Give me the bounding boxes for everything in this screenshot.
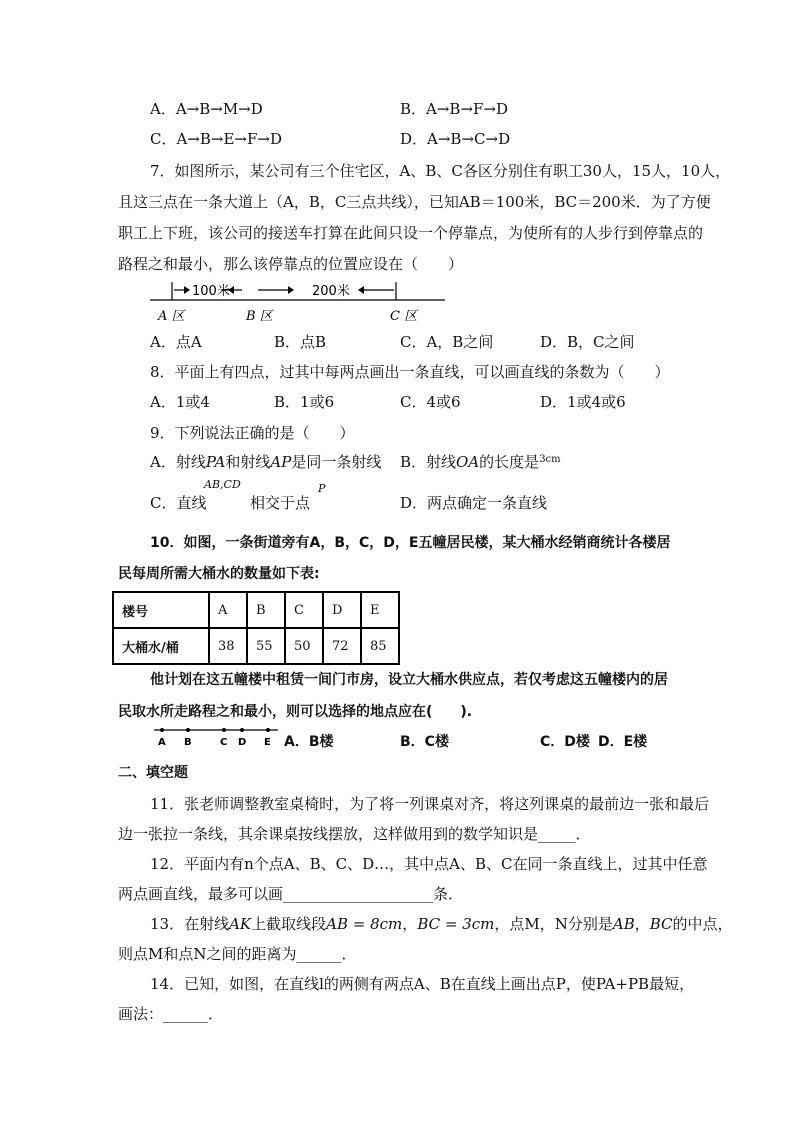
q6-option-a: A．A→B→M→D xyxy=(150,100,263,118)
q12-line-1: 12．平面内有n个点A、B、C、D…，其中点A、B、C在同一条直线上，过其中任意 xyxy=(150,855,708,873)
q7-line-3: 职工上下班，该公司的接送车打算在此间只设一个停靠点，为使所有的人步行到停靠点的 xyxy=(118,224,704,242)
point-a-label: A xyxy=(158,737,166,748)
q6-option-d: D．A→B→C→D xyxy=(400,130,511,148)
q11-line-2: 边一张拉一条线，其余课桌按线摆放，这样做用到的数学知识是_____． xyxy=(118,825,591,843)
q7-line-1: 7．如图所示，某公司有三个住宅区，A、B、C各区分别住有职工30人，15人，10人， xyxy=(150,162,731,180)
q9-option-c-lines: AB,CD xyxy=(204,478,241,491)
q9-option-c-p: P xyxy=(318,482,326,495)
building-cell: B xyxy=(247,592,285,628)
q6-option-b: B．A→B→F→D xyxy=(400,100,509,118)
q10-option-c: C．D楼 xyxy=(540,734,590,750)
q9-option-c-1: C．直线 xyxy=(150,494,207,512)
row-label-building: 楼号 xyxy=(113,592,209,628)
q10-line-3: 他计划在这五幢楼中租赁一间门市房，设立大桶水供应点，若仅考虑这五幢楼内的居 xyxy=(150,672,668,688)
value-cell: 50 xyxy=(285,628,323,664)
value-cell: 55 xyxy=(247,628,285,664)
building-cell: D xyxy=(323,592,361,628)
q7-line-4: 路程之和最小，那么该停靠点的位置应设在（ ） xyxy=(118,255,464,273)
q9-option-b: B．射线OA的长度是$^{3cm}$ xyxy=(400,453,561,471)
section-fill-in-heading: 二、填空题 xyxy=(118,765,188,781)
q8-option-a: A．1或4 xyxy=(150,393,210,411)
building-cell: A xyxy=(209,592,247,628)
q8-stem: 8．平面上有四点，过其中每两点画出一条直线，可以画直线的条数为（ ） xyxy=(150,363,670,381)
point-c-label: C xyxy=(220,737,228,748)
building-cell: C xyxy=(285,592,323,628)
q10-line-2: 民每周所需大桶水的数量如下表: xyxy=(118,566,320,582)
point-d-label: D xyxy=(238,737,247,748)
value-cell: 38 xyxy=(209,628,247,664)
q7-option-a: A．点A xyxy=(150,333,202,351)
q13-line-1: 13．在射线AK上截取线段AB = 8cm，BC = 3cm，点M，N分别是AB，BC的中点， xyxy=(150,915,733,933)
q8-option-b: B．1或6 xyxy=(274,393,335,411)
row-label-water: 大桶水/桶 xyxy=(113,628,209,664)
q7-option-b: B．点B xyxy=(274,333,327,351)
zone-a-label: A 区 xyxy=(158,309,185,324)
q10-line-4: 民取水所走路程之和最小，则可以选择的地点应在( ). xyxy=(118,704,473,720)
q8-option-d: D．1或4或6 xyxy=(540,393,626,411)
q13-line-2: 则点M和点N之间的距离为______． xyxy=(118,945,357,963)
value-cell: 85 xyxy=(361,628,399,664)
q10-option-b: B．C楼 xyxy=(400,734,449,750)
value-cell: 72 xyxy=(323,628,361,664)
q9-option-d: D．两点确定一条直线 xyxy=(400,494,548,512)
zone-b-label: B 区 xyxy=(246,309,273,324)
q9-stem: 9．下列说法正确的是（ ） xyxy=(150,424,355,442)
q7-option-d: D．B，C之间 xyxy=(540,333,635,351)
table-row-buildings xyxy=(113,592,399,628)
point-e-label: E xyxy=(264,737,271,748)
q7-line-2: 且这三点在一条大道上（A，B，C三点共线），已知AB＝100米，BC＝200米．为了方便 xyxy=(118,193,711,211)
point-b-label: B xyxy=(184,737,192,748)
q9-option-a: A．射线PA和射线AP是同一条射线 xyxy=(150,453,382,471)
water-demand-table xyxy=(112,591,400,665)
q10-option-d: D．E楼 xyxy=(598,734,648,750)
zone-c-label: C 区 xyxy=(390,309,418,324)
q11-line-1: 11．张老师调整教室桌椅时，为了将一列课桌对齐，将这列课桌的最前边一张和最后 xyxy=(150,795,710,813)
q8-option-c: C．4或6 xyxy=(400,393,461,411)
q7-option-c: C．A，B之间 xyxy=(400,333,494,351)
q10-option-a: A．B楼 xyxy=(284,734,334,750)
q10-street-figure xyxy=(150,724,280,750)
q14-line-2: 画法：______． xyxy=(118,1005,224,1023)
q12-line-2: 两点画直线，最多可以画____________________条． xyxy=(118,885,464,903)
building-cell: E xyxy=(361,592,399,628)
q14-line-1: 14．已知，如图，在直线l的两侧有两点A、B在直线上画出点P，使PA+PB最短， xyxy=(150,975,695,993)
q7-road-figure xyxy=(150,276,450,326)
seg-100m-label: 100米 xyxy=(192,284,230,299)
q9-option-c-2: 相交于点 xyxy=(250,494,311,512)
q6-option-c: C．A→B→E→F→D xyxy=(150,130,282,148)
q10-line-1: 10．如图，一条街道旁有A，B，C，D，E五幢居民楼，某大桶水经销商统计各楼居 xyxy=(150,535,671,551)
table-row-values xyxy=(113,628,399,664)
seg-200m-label: 200米 xyxy=(312,284,350,299)
